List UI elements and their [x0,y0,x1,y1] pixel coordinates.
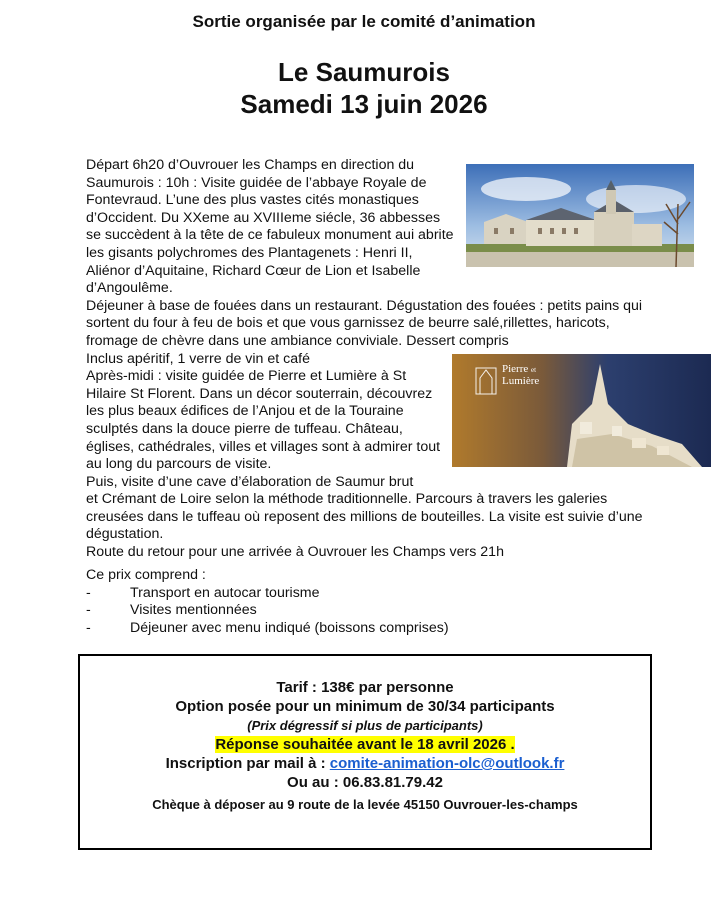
paragraph-cave-rest: et Crémant de Loire selon la méthode traditionnelle. Parcours à travers les galeries creusées dans le tuffeau où reposent des millions de bouteilles. La visite est suivie d’une dégustation. [86,491,643,543]
reponse-deadline: Réponse souhaitée avant le 18 avril 2026 . [215,736,515,753]
list-item: - Déjeuner avec menu indiqué (boissons comprises) [86,619,449,636]
paragraph-retour: Route du retour pour une arrivée à Ouvrouer les Champs vers 21h [86,544,504,561]
pricing-info-box [78,654,652,850]
logo-et: et [531,366,537,374]
paragraph-cave-line: Puis, visite d’une cave d’élaboration de Saumur brut [86,473,414,490]
page-title [0,56,728,120]
tarif-text: Tarif : 138€ par personne [276,679,454,696]
option-text: Option posée pour un minimum de 30/34 participants [175,698,555,715]
phone-text: Ou au : 06.83.81.79.42 [287,774,443,791]
list-item: - Visites mentionnées [86,602,257,619]
logo-lumiere: Lumière [502,375,540,387]
title-date: Samedi 13 juin 2026 [240,89,488,119]
cheque-text: Chèque à déposer au 9 route de la levée 45150 Ouvrouer-les-champs [152,797,578,812]
reponse-line [80,735,650,754]
paragraph-depart: Départ 6h20 d’Ouvrouer les Champs en direction du Saumurois : 10h : Visite guidée de l’abbaye Royale de Fontevraud. L’une des plus vastes cités monastiques d’Occident. Du XXeme au XVIIIeme siécle, 36 abbesses se succèdent à la tête de ce fabuleux monument aui abrite les gisants polychromes des Plantagenets : Henri II, Aliénor d’Aquitaine, Richard Cœur de Lion et Isabelle d’Angoulême. [86,157,454,297]
title-destination: Le Saumurois [278,57,450,87]
program-description [86,157,646,562]
paragraph-inclus: Inclus apéritif, 1 verre de vin et café [86,350,310,367]
paragraph-dejeuner: Déjeuner à base de fouées dans un restaurant. Dégustation des fouées : petits pains qui sortent du four à feu de bois et que vous garnissez de beurre salé,rillettes, haricots, fromage de chèvre dans une ambiance conviviale. Dessert compris [86,297,643,349]
price-includes [86,567,449,637]
logo-pierre: Pierre [502,363,529,375]
email-link[interactable]: comite-animation-olc@outlook.fr [329,755,565,772]
inscription-label: Inscription par mail à : [165,755,326,772]
organizer-header: Sortie organisée par le comité d’animation [192,12,536,31]
paragraph-apres-midi: Après-midi : visite guidée de Pierre et Lumière à St Hilaire St Florent. Dans un décor souterrain, découvrez les plus beaux édifices de l’Anjou et de la Touraine sculptés dans la douce pierre de tuffeau. Château, églises, cathédrales, villes et villages sont à admirer tout au long du parcours de visite. [86,368,441,473]
degressif-text: (Prix dégressif si plus de participants) [247,718,483,733]
price-includes-list [86,585,449,638]
price-includes-heading: Ce prix comprend : [86,567,206,583]
inscription-line [80,754,650,773]
list-item: - Transport en autocar tourisme [86,584,320,601]
